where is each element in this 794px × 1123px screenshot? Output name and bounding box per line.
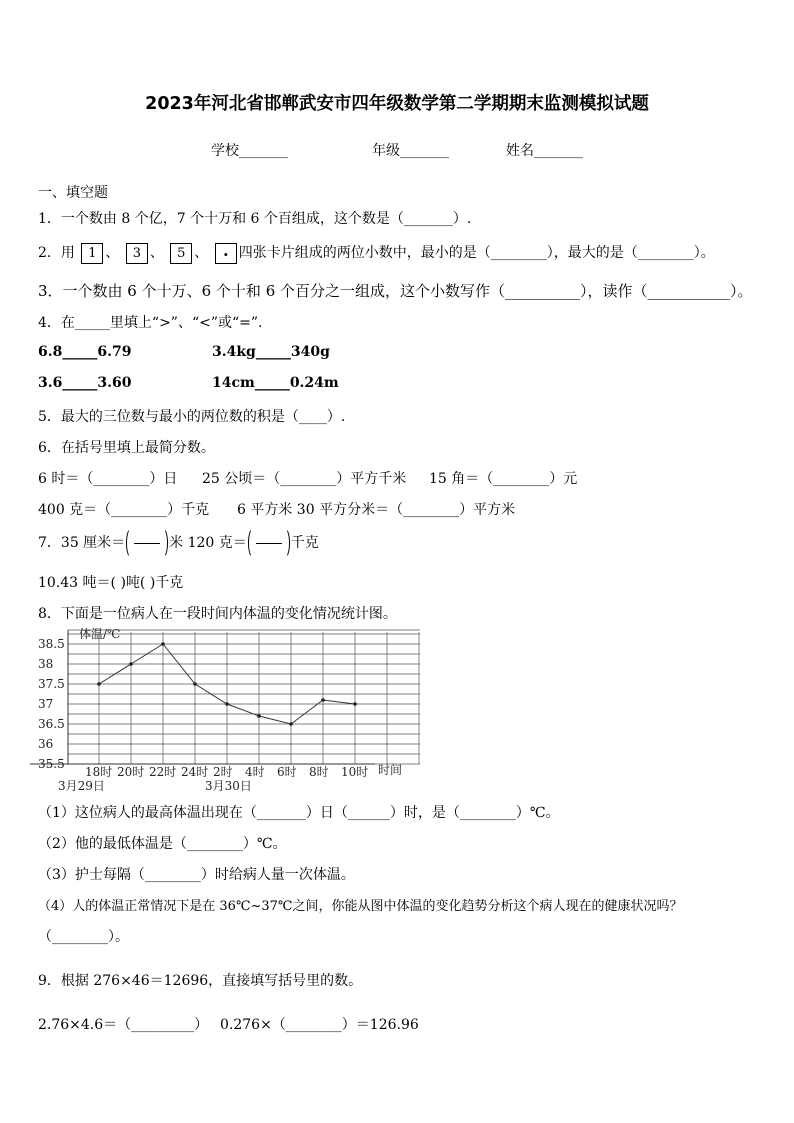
data-point <box>353 702 357 706</box>
question-4-item: 3.4kg_____340g <box>212 344 330 360</box>
question-8-1: （1）这位病人的最高体温出现在（_______）日（______）时，是（________）℃。 <box>38 805 560 821</box>
question-9-item: 0.276×（________）＝126.96 <box>220 1017 419 1033</box>
question-9-item: 2.76×4.6＝（_________） <box>38 1017 209 1033</box>
separator: 、 <box>105 245 120 261</box>
question-1: 1．一个数由 8 个亿，7 个十万和 6 个百组成，这个数是（_______）. <box>38 211 472 227</box>
name-field[interactable]: 姓名_______ <box>506 143 583 159</box>
fraction-blank[interactable] <box>126 528 168 558</box>
question-6-item: 15 角＝（________）元 <box>429 471 578 487</box>
question-6-item: 400 克＝（________）千克 <box>38 502 210 518</box>
y-tick-label: 36 <box>38 737 54 751</box>
x-tick-label: 22时 <box>149 765 177 779</box>
data-point <box>193 682 197 686</box>
y-tick-label: 35.5 <box>38 757 65 771</box>
question-4-stem: 4．在_____里填上“>”、“<”或“=”. <box>38 315 263 331</box>
data-point <box>225 702 229 706</box>
y-tick-label: 37.5 <box>38 677 65 691</box>
question-2 <box>38 242 715 264</box>
y-tick-label: 37 <box>38 697 54 711</box>
x-tick-label: 10时 <box>341 765 369 779</box>
data-point <box>321 698 325 702</box>
question-8-4-answer: （________）。 <box>38 929 129 945</box>
grade-field[interactable]: 年级_______ <box>372 143 449 159</box>
page-title: 2023年河北省邯郸武安市四年级数学第二学期期末监测模拟试题 <box>145 94 649 114</box>
x-tick-label: 18时 <box>85 765 113 779</box>
date-label: 3月29日 <box>58 779 105 793</box>
y-axis-label: 体温/℃ <box>79 627 121 641</box>
question-6-item: 6 平方米 30 平方分米＝（________）平方米 <box>237 502 516 518</box>
question-8-stem: 8．下面是一位病人在一段时间内体温的变化情况统计图。 <box>38 606 397 622</box>
y-tick-label: 38.5 <box>38 637 65 651</box>
data-point <box>161 642 165 646</box>
data-point <box>129 662 133 666</box>
chart-grid <box>68 632 420 764</box>
question-6-item: 6 时＝（________）日 <box>38 471 178 487</box>
x-tick-label: 2时 <box>213 765 233 779</box>
separator: 、 <box>194 245 209 261</box>
question-8-3: （3）护士每隔（________）时给病人量一次体温。 <box>38 867 355 883</box>
section-heading: 一、填空题 <box>38 185 108 201</box>
decimal-point-card: . <box>215 243 237 264</box>
date-label: 3月30日 <box>205 779 252 793</box>
data-point <box>257 714 261 718</box>
question-6-item: 25 公顷＝（________）平方千米 <box>202 471 407 487</box>
question-7-text: 米 120 克＝ <box>169 535 247 551</box>
temperature-line-chart <box>30 624 420 800</box>
separator: 、 <box>149 245 164 261</box>
digit-card-3: 3 <box>126 243 148 264</box>
question-2-suffix: 四张卡片组成的两位小数中，最小的是（________），最大的是（________）。 <box>238 245 715 261</box>
question-4-item: 14cm_____0.24m <box>212 375 339 391</box>
question-5: 5．最大的三位数与最小的两位数的积是（____）. <box>38 409 346 425</box>
school-field[interactable]: 学校_______ <box>211 143 288 159</box>
x-tick-label: 4时 <box>245 765 265 779</box>
fraction-blank[interactable] <box>248 528 290 558</box>
data-point <box>289 722 293 726</box>
y-tick-label: 36.5 <box>38 717 65 731</box>
question-8-4: （4）人的体温正常情况下是在 36℃~37℃之间，你能从图中体温的变化趋势分析这个病人现在的健康状况吗？ <box>38 899 683 914</box>
question-3: 3．一个数由 6 个十万、6 个十和 6 个百分之一组成，这个小数写作（__________），读作（___________）。 <box>38 282 753 300</box>
question-7 <box>38 528 319 558</box>
digit-card-1: 1 <box>81 243 103 264</box>
question-7-line-2: 10.43 吨＝( )吨( )千克 <box>38 575 184 591</box>
x-tick-label: 6时 <box>277 765 297 779</box>
chart-ticks <box>38 637 368 779</box>
question-6-stem: 6．在括号里填上最简分数。 <box>38 440 215 456</box>
question-9-stem: 9．根据 276×46＝12696，直接填写括号里的数。 <box>38 973 363 989</box>
question-4-item: 3.6_____3.60 <box>38 375 132 391</box>
question-2-prefix: 2．用 <box>38 245 75 261</box>
question-7-text: 7．35 厘米＝ <box>38 535 126 551</box>
y-tick-label: 38 <box>38 657 54 671</box>
x-tick-label: 8时 <box>309 765 329 779</box>
question-8-2: （2）他的最低体温是（________）℃。 <box>38 836 287 852</box>
x-axis-label: 时间 <box>378 763 403 777</box>
x-tick-label: 24时 <box>181 765 209 779</box>
question-4-item: 6.8_____6.79 <box>38 344 132 360</box>
x-tick-label: 20时 <box>117 765 145 779</box>
digit-card-5: 5 <box>170 243 192 264</box>
data-point <box>97 682 101 686</box>
question-7-text: 千克 <box>290 535 319 551</box>
